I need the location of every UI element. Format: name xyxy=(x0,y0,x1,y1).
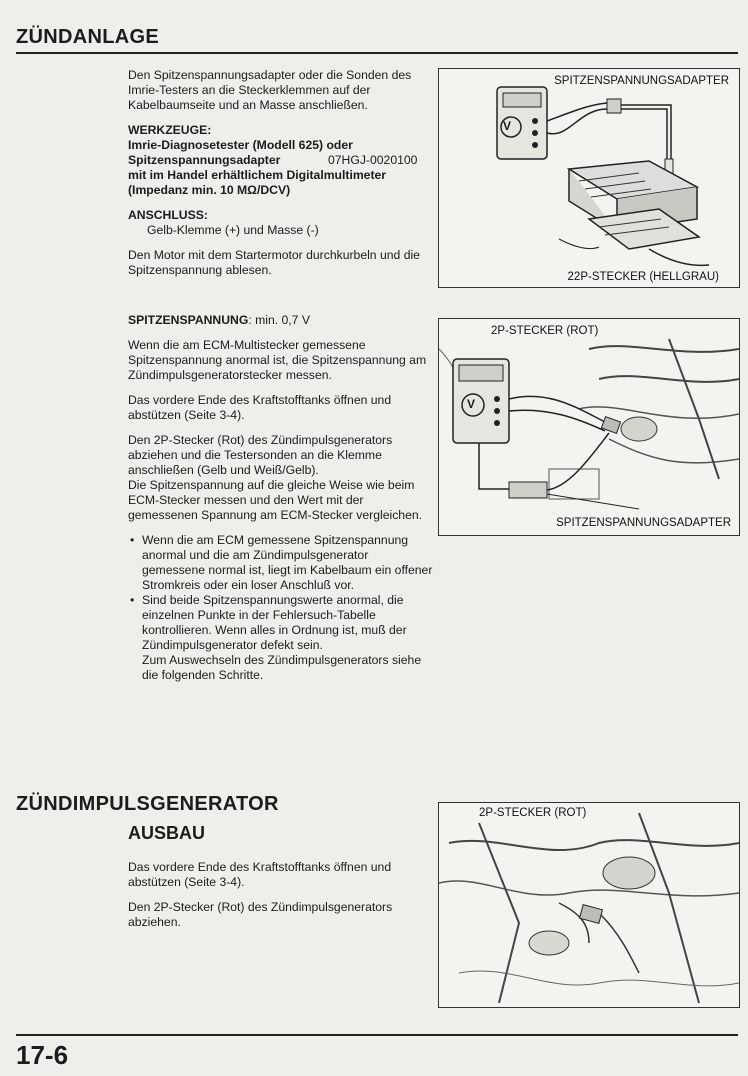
tools-line1: Imrie-Diagnosetester (Modell 625) oder xyxy=(128,138,353,152)
figure1-meter-letter: V xyxy=(503,119,512,133)
figure1-label-bottom: 22P-STECKER (HELLGRAU) xyxy=(567,271,719,283)
bullet-item-2: • Sind beide Spitzenspannungswerte anormal, die einzelnen Punkte in der Fehlersuch-Tabelle kontrollieren. Wenn alles in Ordnung ist, muß der Zündimpulsgenerator defekt sein. Zum Auswechseln des Zündimpulsgenerators siehe die folgenden Schritte. xyxy=(128,593,434,683)
intro-paragraph: Den Spitzenspannungsadapter oder die Sonden des Imrie-Testers an die Steckerklemmen auf der Kabelbaumseite und an Masse anschließen. xyxy=(128,68,412,112)
tools-heading: WERKZEUGE: xyxy=(128,123,212,137)
figure-ecm-connection xyxy=(438,68,740,288)
figure2-drawing xyxy=(439,319,739,535)
connection-heading: ANSCHLUSS: xyxy=(128,208,208,222)
header-rule xyxy=(16,52,738,54)
bullet-list xyxy=(128,533,434,683)
figure1-label-top: SPITZENSPANNUNGSADAPTER xyxy=(554,75,729,87)
section2-title: ZÜNDIMPULSGENERATOR xyxy=(16,793,279,815)
tools-line2-code: 07HGJ-0020100 xyxy=(328,153,418,167)
figure1-drawing xyxy=(439,69,739,287)
step-p4: Die Spitzenspannung auf die gleiche Weise wie beim ECM-Stecker messen und den Wert mit der gemessenen Spannung am ECM-Stecker vergleichen. xyxy=(128,478,423,522)
connection-value: Gelb-Klemme (+) und Masse (-) xyxy=(147,223,319,237)
section2-subtitle: AUSBAU xyxy=(128,823,206,843)
step-p2: Das vordere Ende des Kraftstofftanks öffnen und abstützen (Seite 3-4). xyxy=(128,393,392,422)
removal-p1: Das vordere Ende des Kraftstofftanks öffnen und abstützen (Seite 3-4). xyxy=(128,860,392,889)
tools-line2 xyxy=(128,153,434,168)
figure2-meter-letter: V xyxy=(467,397,476,411)
tools-line2-name: Spitzenspannungsadapter xyxy=(128,153,281,167)
footer-rule xyxy=(16,1034,738,1036)
figure-pulse-generator-test xyxy=(438,318,740,536)
figure3-drawing xyxy=(439,803,739,1007)
peak-voltage-label: SPITZENSPANNUNG xyxy=(128,313,249,327)
tools-line3: mit im Handel erhältlichem Digitalmultimeter xyxy=(128,168,387,182)
peak-voltage-value: : min. 0,7 V xyxy=(248,313,310,327)
page-title: ZÜNDANLAGE xyxy=(16,26,159,48)
peak-voltage-line xyxy=(128,313,434,328)
measurement-text xyxy=(128,313,434,683)
step-p1: Wenn die am ECM-Multistecker gemessene Spitzenspannung anormal ist, die Spitzenspannung am Zündimpulsgeneratorstecker messen. xyxy=(128,338,427,382)
page-number: 17-6 xyxy=(16,1040,69,1070)
figure2-label-top: 2P-STECKER (ROT) xyxy=(491,325,599,337)
crank-paragraph: Den Motor mit dem Startermotor durchkurbeln und die Spitzenspannung ablesen. xyxy=(128,248,420,277)
inspection-text xyxy=(128,68,434,278)
tools-line4: (Impedanz min. 10 MΩ/DCV) xyxy=(128,183,291,197)
figure-2p-connector xyxy=(438,802,740,1008)
bullet-item-1: • Wenn die am ECM gemessene Spitzenspannung anormal und die am Zündimpulsgenerator gemessene normal ist, liegt im Kabelbaum ein offener Stromkreis oder ein loser Anschluß vor. xyxy=(128,533,434,593)
step-p3: Den 2P-Stecker (Rot) des Zündimpulsgenerators abziehen und die Testersonden an die Klemme anschließen (Gelb und Weiß/Gelb). xyxy=(128,433,393,477)
removal-p2: Den 2P-Stecker (Rot) des Zündimpulsgenerators abziehen. xyxy=(128,900,393,929)
figure2-label-bottom: SPITZENSPANNUNGSADAPTER xyxy=(556,517,731,529)
figure3-label-top: 2P-STECKER (ROT) xyxy=(479,807,587,819)
removal-text xyxy=(128,860,434,930)
